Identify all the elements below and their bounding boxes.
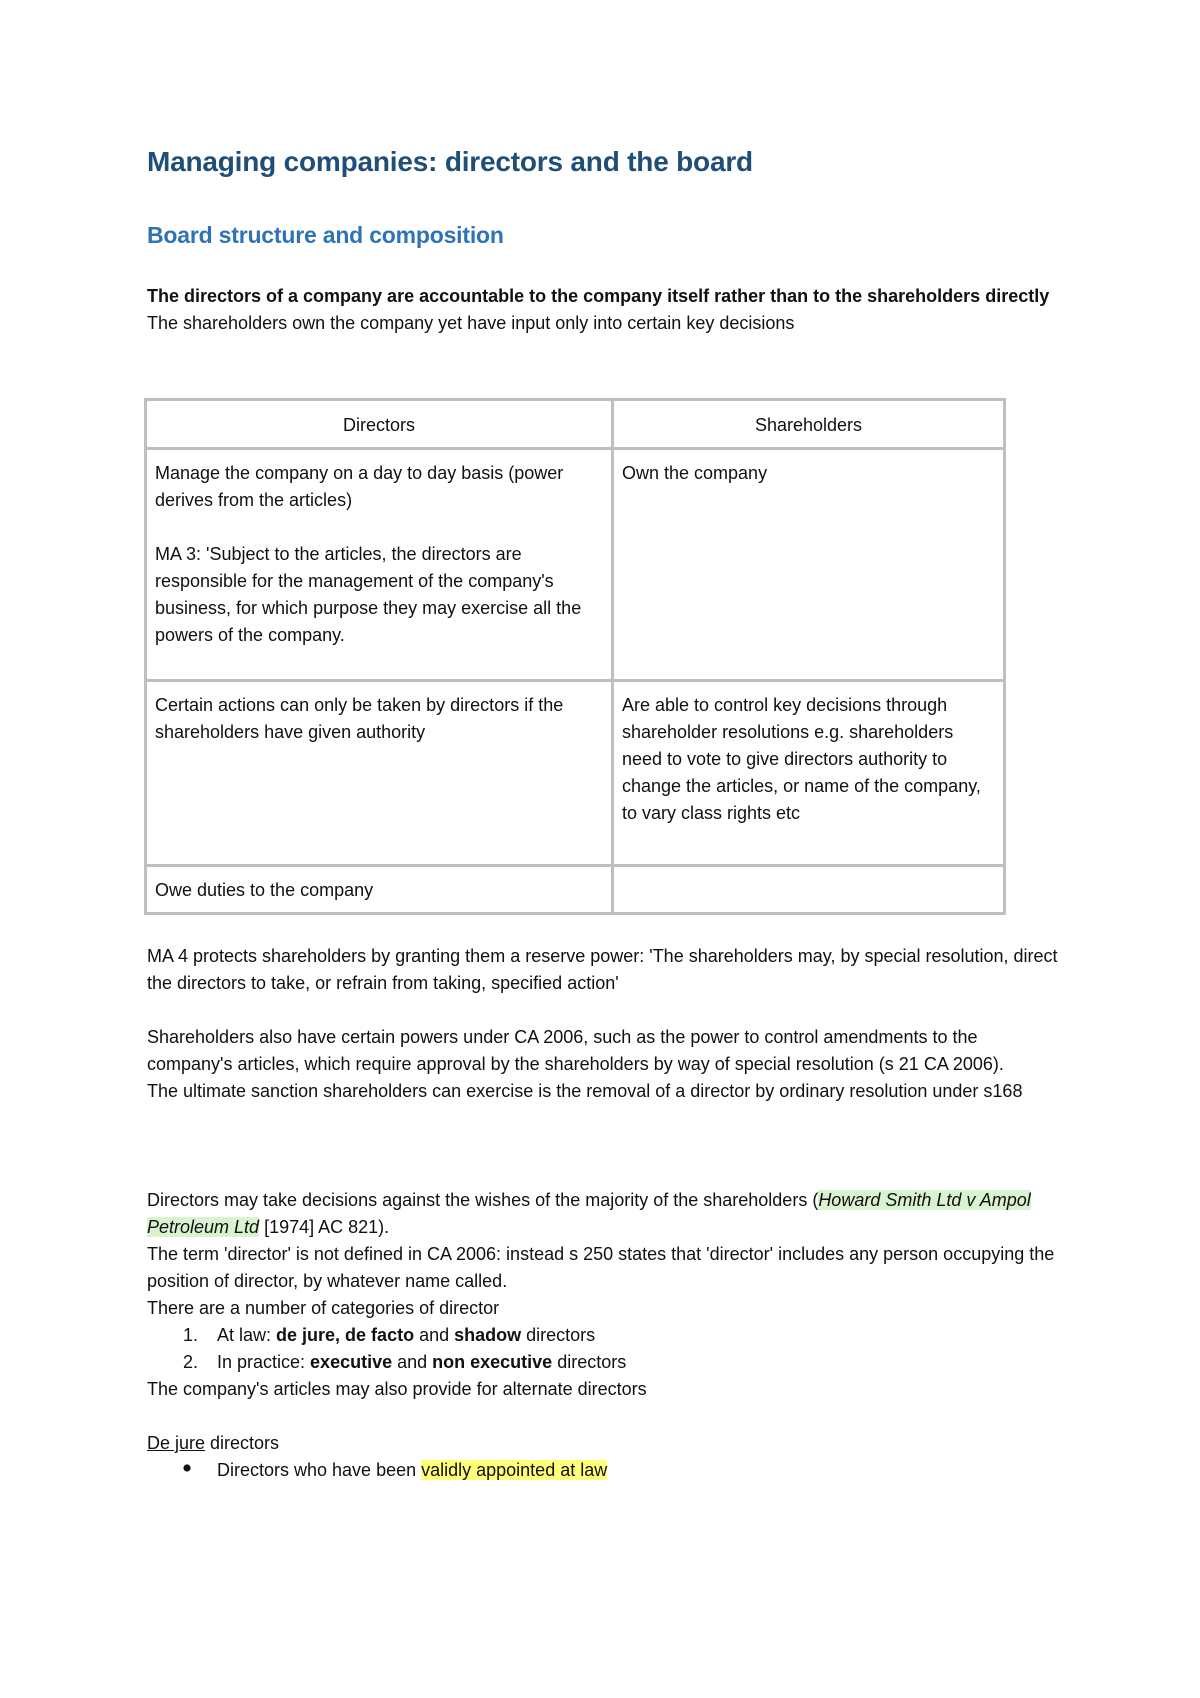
header-shareholders: Shareholders bbox=[613, 400, 1005, 449]
table-header-row bbox=[146, 400, 1005, 449]
list-item bbox=[183, 1322, 595, 1349]
section-heading: Board structure and composition bbox=[147, 222, 504, 248]
list-number: 1. bbox=[183, 1325, 199, 1345]
table-cell-directors bbox=[146, 449, 613, 681]
list-bold: de jure, de facto bbox=[276, 1325, 415, 1345]
list-bold: shadow bbox=[454, 1325, 522, 1345]
alternate-paragraph: The company's articles may also provide for alternate directors bbox=[147, 1379, 647, 1399]
page-title: Managing companies: directors and the board bbox=[147, 146, 753, 177]
list-bold: non executive bbox=[432, 1352, 553, 1372]
table-row bbox=[146, 681, 1005, 866]
intro-text: The shareholders own the company yet have input only into certain key decisions bbox=[147, 313, 795, 333]
intro-bold-text: The directors of a company are accountable to the company itself rather than to the shareholders directly bbox=[147, 286, 1050, 306]
table-cell-shareholders: Own the company bbox=[613, 449, 1005, 681]
powers-paragraph: Shareholders also have certain powers under CA 2006, such as the power to control amendments to the company's articles, which require approval by the shareholders by way of special resolution (s 21 CA 2006). bbox=[147, 1027, 1004, 1074]
list-text: In practice: bbox=[217, 1352, 311, 1372]
list-text: directors bbox=[521, 1325, 596, 1345]
dejure-heading bbox=[147, 1430, 1067, 1457]
list-text: directors bbox=[552, 1352, 627, 1372]
bullet-item bbox=[183, 1457, 607, 1484]
term-paragraph: The term 'director' is not defined in CA 2006: instead s 250 states that 'director' includes any person occupying the position of director, by whatever name called. bbox=[147, 1244, 1055, 1291]
table-row bbox=[146, 449, 1005, 681]
bullet-icon bbox=[181, 1462, 193, 1474]
directors-shareholders-table bbox=[144, 398, 1006, 915]
dejure-underlined: De jure bbox=[147, 1433, 206, 1453]
sanction-paragraph: The ultimate sanction shareholders can exercise is the removal of a director by ordinary resolution under s168 bbox=[147, 1081, 1023, 1101]
list-bold: executive bbox=[310, 1352, 393, 1372]
table-cell-directors: Certain actions can only be taken by directors if the shareholders have given authority bbox=[146, 681, 613, 866]
table-cell-directors: Owe duties to the company bbox=[146, 866, 613, 914]
case-citation: Howard Smith Ltd v Ampol Petroleum Ltd bbox=[147, 1190, 1031, 1237]
decisions-paragraph bbox=[147, 1187, 1067, 1241]
decisions-text-end: [1974] AC 821). bbox=[259, 1217, 390, 1237]
list-item bbox=[183, 1349, 626, 1376]
list-number: 2. bbox=[183, 1352, 199, 1372]
list-text: and bbox=[392, 1352, 433, 1372]
directors-block bbox=[147, 1187, 1067, 1322]
list-text: and bbox=[414, 1325, 455, 1345]
table-cell-shareholders bbox=[613, 866, 1005, 914]
categories-paragraph: There are a number of categories of director bbox=[147, 1298, 500, 1318]
list-text: At law: bbox=[217, 1325, 277, 1345]
cell-text: Manage the company on a day to day basis (power derives from the articles) bbox=[155, 463, 564, 510]
intro-block bbox=[147, 283, 1067, 337]
bullet-text: Directors who have been bbox=[217, 1460, 422, 1480]
dejure-heading-rest: directors bbox=[205, 1433, 280, 1453]
decisions-text: Directors may take decisions against the wishes of the majority of the shareholders ( bbox=[147, 1190, 819, 1210]
powers-block bbox=[147, 1024, 1067, 1105]
table-cell-shareholders: Are able to control key decisions through shareholder resolutions e.g. shareholders need to vote to give directors authority to change the articles, or name of the company, to vary class rights etc bbox=[613, 681, 1005, 866]
table-row bbox=[146, 866, 1005, 914]
cell-text: MA 3: 'Subject to the articles, the directors are responsible for the management of the company's business, for which purpose they may exercise all the powers of the company. bbox=[155, 544, 582, 645]
ma4-paragraph: MA 4 protects shareholders by granting them a reserve power: 'The shareholders may, by special resolution, direct the directors to take, or refrain from taking, specified action' bbox=[147, 946, 1058, 993]
header-directors: Directors bbox=[146, 400, 613, 449]
bullet-highlight: validly appointed at law bbox=[421, 1460, 608, 1480]
